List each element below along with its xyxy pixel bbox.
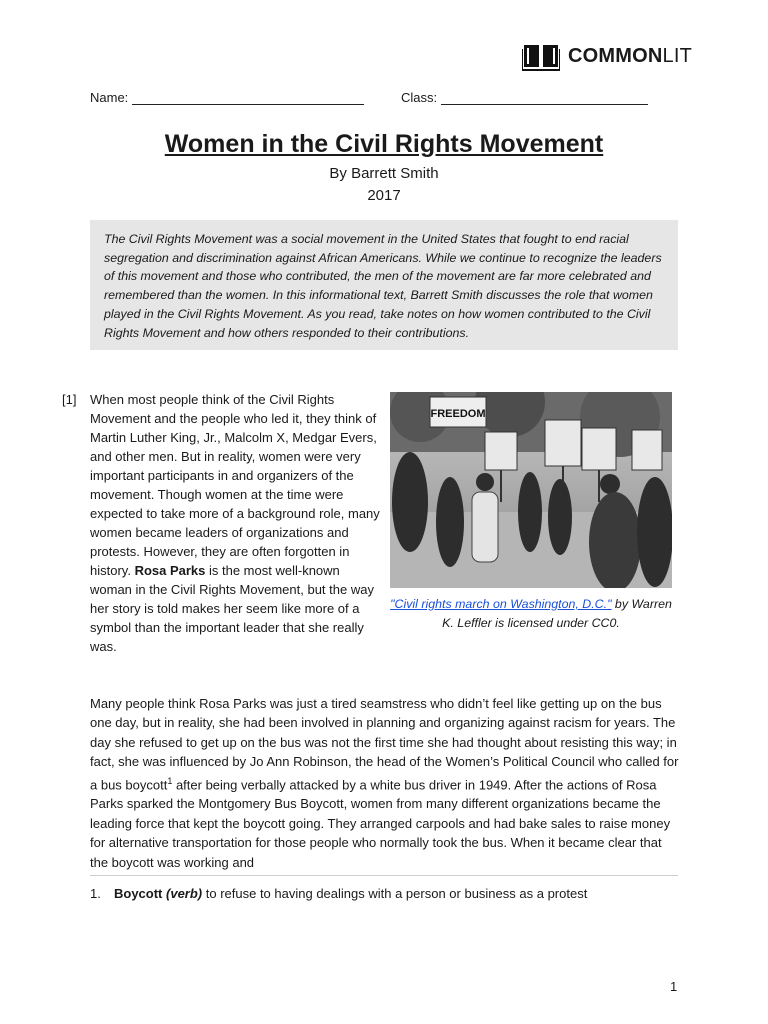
paragraph-number: [1] — [62, 392, 77, 407]
author-byline: By Barrett Smith — [329, 165, 439, 182]
class-label: Class: — [401, 90, 438, 105]
class-field — [401, 90, 648, 105]
page-title: Women in the Civil Rights Movement — [164, 130, 604, 158]
photo-caption: "Civil rights march on Washington, D.C." by Warren K. Leffler is licensed under CC0. — [390, 597, 672, 630]
name-blank-line — [132, 90, 364, 105]
rosa-parks-bold: Rosa Parks — [134, 563, 206, 578]
civil-rights-march-image — [390, 392, 672, 588]
march-photo — [390, 392, 672, 588]
footnote-divider — [90, 875, 678, 876]
name-label: Name: — [90, 90, 129, 105]
class-blank-line — [441, 90, 648, 105]
page-number: 1 — [670, 979, 678, 994]
paragraph-1: When most people think of the Civil Rights Movement and the people who led it, they think of Martin Luther King, Jr., Malcolm X, Medgar Evers, and other men. But in reality, women were very important participants in and organizers of the movement. Though women at the time were expected to take more of a background role, many women became leaders of organizations and protests. However, they are often forgotten in history. Rosa Parks is the most well-known woman in the Civil Rights Movement, but the way her story is told makes her seem like more of a symbol than the important leader that she really was. — [90, 392, 380, 654]
sign-freedom: FREEDOM — [430, 408, 486, 420]
open-book-icon — [522, 41, 560, 71]
footnote-ref[interactable]: 1 — [167, 775, 173, 786]
publication-year: 2017 — [367, 187, 401, 204]
footnote: 1. Boycott (verb) to refuse to having dealings with a person or business as a protest — [90, 886, 588, 901]
logo-text: COMMONLIT — [568, 44, 693, 67]
intro-box: The Civil Rights Movement was a social movement in the United States that fought to end racial segregation and discrimination against African Americans. While we continue to recognize the leaders of this movement and those who contributed, the men of the movement are far more celebrated and remembered than the women. In this informational text, Barrett Smith discusses the role that women played in the Civil Rights Movement. As you read, take notes on how women contributed to the Civil Rights Movement and how others responded to their contributions. — [90, 220, 678, 350]
name-field — [90, 90, 364, 105]
photo-source-link[interactable]: "Civil rights march on Washington, D.C." — [390, 597, 612, 611]
paragraph-2: Many people think Rosa Parks was just a tired seamstress who didn’t feel like getting up on the bus one day, but in reality, she had been involved in planning and organizing against racism for years. The day she refused to get up on the bus was not the first time she had thought about resisting this way; in fact, she was influenced by Jo Ann Robinson, the head of the Women’s Political Council who called for a bus boycott$^1$ after being verbally attacked by a white bus driver in 1949. After the actions of Rosa Parks sparked the Montgomery Bus Boycott, women from many different organizations became the leading force that kept the boycott going. They arranged carpools and had bake sales to raise money for alternative transportation for those people who normally took the bus. When it became clear that the boycott was working and — [90, 696, 679, 870]
commonlit-logo — [522, 40, 692, 72]
